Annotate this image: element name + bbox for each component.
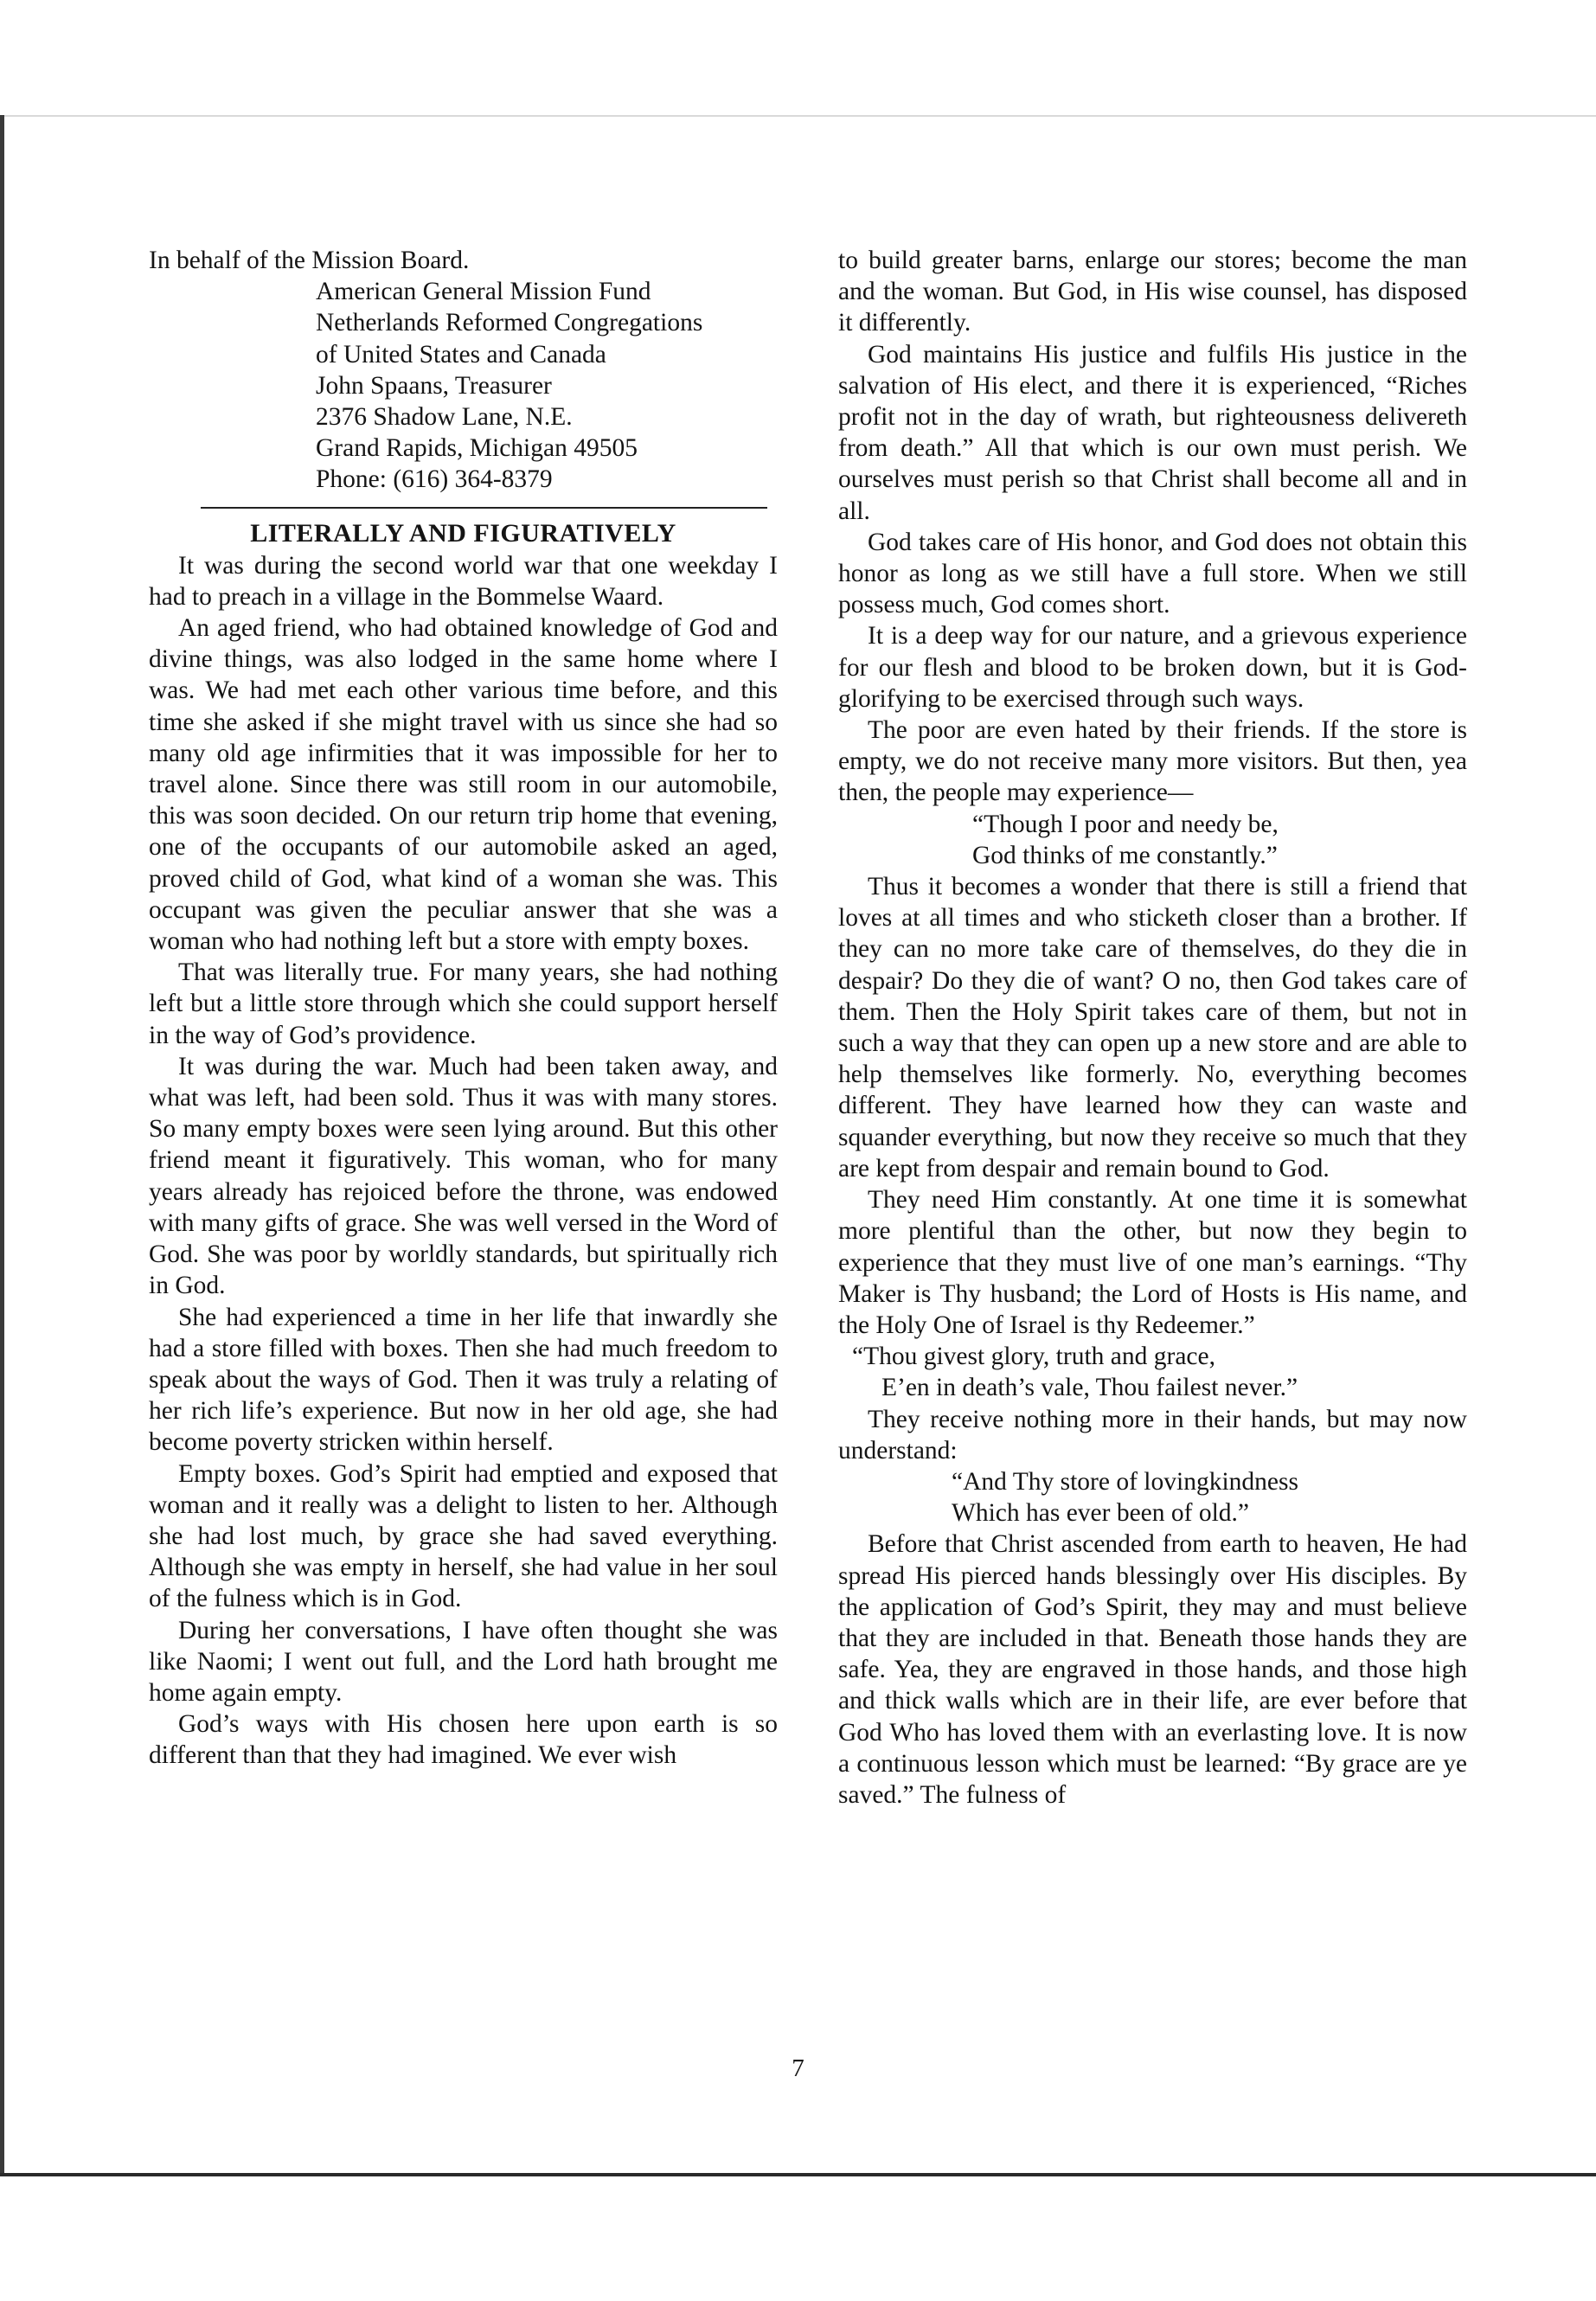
- verse-line: “Thou givest glory, truth and grace,: [852, 1343, 1215, 1371]
- article-title: LITERALLY AND FIGURATIVELY: [250, 518, 676, 548]
- section-divider: [201, 507, 767, 509]
- scan-bottom-edge: [0, 2173, 1596, 2176]
- verse-line: “And Thy store of lovingkindness: [952, 1467, 1298, 1496]
- address-line: John Spaans, Treasurer: [316, 371, 552, 400]
- article-paragraph: God takes care of His honor, and God does not obtain this honor as long as we still have a full store. When we still possess much, God comes short.: [838, 528, 1467, 619]
- article-paragraph: They receive nothing more in their hands, but may now understand:: [838, 1405, 1467, 1465]
- verse-quote: [838, 809, 1467, 871]
- right-column: [838, 245, 1467, 1811]
- verse-line: “Though I poor and needy be,: [972, 810, 1279, 838]
- article-paragraph: The poor are even hated by their friends. If the store is empty, we do not receive many more visitors. But then, yea then, the people may experience—: [838, 716, 1467, 807]
- article-paragraph: It was during the second world war that one weekday I had to preach in a village in the Bommelse Waard.: [149, 551, 778, 611]
- scan-top-margin: [0, 0, 1596, 117]
- article-paragraph: God’s ways with His chosen here upon earth is so different than that they had imagined. We ever wish: [149, 1710, 778, 1770]
- article-paragraph: Empty boxes. God’s Spirit had emptied and exposed that woman and it really was a delight to listen to her. Although she had lost much, by grace she had saved everything. Although she was empty in herself, she had value in her soul of the fulness which is in God.: [149, 1459, 778, 1613]
- verse-quote: [838, 1341, 1467, 1403]
- article-paragraph: Before that Christ ascended from earth to heaven, He had spread His pierced hands blessingly over His disciples. By the application of God’s Spirit, they may and must believe that they are included in that. Beneath those hands they are safe. Yea, they are engraved in those hands, and those high and thick walls which are in their life, are ever before that God Who has loved them with an everlasting love. It is now a continuous lesson which must be learned: “By grace are ye saved.” The fulness of: [838, 1530, 1467, 1809]
- address-line: American General Mission Fund: [316, 278, 651, 306]
- verse-quote: [838, 1466, 1467, 1529]
- verse-line: Which has ever been of old.”: [952, 1499, 1250, 1528]
- article-paragraph: It was during the war. Much had been taken away, and what was left, had been sold. Thus it was with many stores. So many empty boxes were seen lying around. But this other friend meant it figuratively. This woman, who for many years already has rejoiced before the throne, was endowed with many gifts of grace. She was well versed in the Word of God. She was poor by worldly standards, but spiritually rich in God.: [149, 1052, 778, 1300]
- left-column: [149, 245, 778, 1772]
- article-paragraph: During her conversations, I have often thought she was like Naomi; I went out full, and the Lord hath brought me home again empty.: [149, 1616, 778, 1707]
- address-line: 2376 Shadow Lane, N.E.: [316, 403, 573, 432]
- article-paragraph: They need Him constantly. At one time it is somewhat more plentiful than the other, but now they begin to experience that they must live of one man’s earnings. “Thy Maker is Thy husband; the Lord of Hosts is His name, and the Holy One of Israel is thy Redeemer.”: [838, 1186, 1467, 1339]
- scan-left-edge: [0, 115, 4, 2176]
- article-paragraph: It is a deep way for our nature, and a grievous experience for our flesh and blood to be broken down, but it is God-glorifying to be exercised through such ways.: [838, 622, 1467, 713]
- verse-line: God thinks of me constantly.”: [972, 841, 1278, 869]
- article-paragraph: She had experienced a time in her life that inwardly she had a store filled with boxes. Then she had much freedom to speak about the ways of God. Then it was truly a relating of her rich life’s experience. But now in her old age, she had become poverty stricken within herself.: [149, 1303, 778, 1457]
- address-line: Phone: (616) 364-8379: [316, 465, 553, 494]
- mission-board-line: In behalf of the Mission Board.: [149, 247, 470, 274]
- article-paragraph: Thus it becomes a wonder that there is still a friend that loves at all times and who sticketh closer than a brother. If they can no more take care of themselves, do they die in despair? Do they die of want? O no, then God takes care of them. Then the Holy Spirit takes care of them, but not in such a way that they can open up a new store and are able to help themselves like formerly. No, everything becomes different. They have learned how they can waste and squander everything, but now they receive so much that they are kept from despair and remain bound to God.: [838, 873, 1467, 1183]
- article-paragraph: That was literally true. For many years, she had nothing left but a little store through which she could support herself in the way of God’s providence.: [149, 958, 778, 1049]
- address-line: Grand Rapids, Michigan 49505: [316, 434, 638, 463]
- article-paragraph: to build greater barns, enlarge our stores; become the man and the woman. But God, in His wise counsel, has disposed it differently.: [838, 247, 1467, 337]
- page-number: 7: [792, 2054, 804, 2082]
- address-line: of United States and Canada: [316, 340, 606, 369]
- article-paragraph: An aged friend, who had obtained knowledge of God and divine things, was also lodged in the same home where I was. We had met each other various time before, and this time she asked if she might travel with us since she had so many old age infirmities that it was impossible for her to travel alone. Since there was still room in our automobile, this was soon decided. On our return trip home that evening, one of the occupants of our automobile asked an aged, proved child of God, what kind of a woman she was. This occupant was given the peculiar answer that she was a woman who had nothing left but a store with empty boxes.: [149, 614, 778, 956]
- address-line: Netherlands Reformed Congregations: [316, 309, 703, 337]
- verse-line: E’en in death’s vale, Thou failest never.”: [881, 1374, 1298, 1402]
- mission-address-block: [316, 276, 778, 495]
- article-paragraph: God maintains His justice and fulfils His justice in the salvation of His elect, and there it is experienced, “Riches profit not in the day of wrath, but righteousness delivereth from death.” All that which is our own must perish. We ourselves must perish so that Christ shall become all and in all.: [838, 340, 1467, 525]
